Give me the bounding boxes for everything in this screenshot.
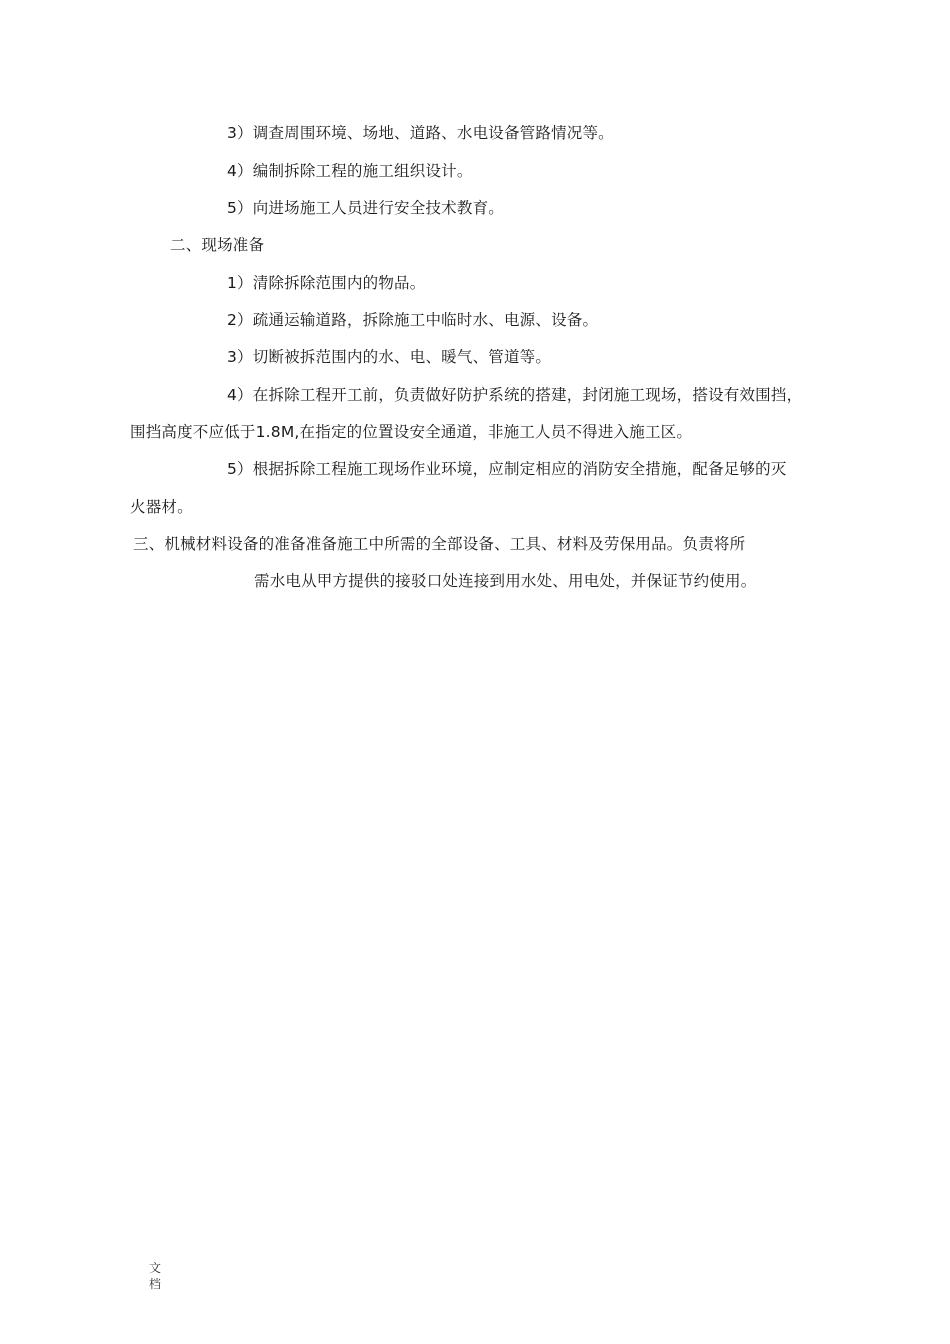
list-item-continuation: 围挡高度不应低于1.8M,在指定的位置设安全通道，非施工人员不得进入施工区。 (130, 423, 693, 441)
section-heading: 三、机械材料设备的准备准备施工中所需的全部设备、工具、材料及劳保用品。负责将所 (133, 535, 746, 553)
list-item: 5）根据拆除工程施工现场作业环境，应制定相应的消防安全措施，配备足够的灭 (227, 460, 787, 478)
list-item: 4）编制拆除工程的施工组织设计。 (227, 162, 473, 180)
section-heading: 二、现场准备 (170, 236, 265, 254)
list-item: 4）在拆除工程开工前，负责做好防护系统的搭建，封闭施工现场，搭设有效围挡， (227, 386, 803, 404)
footer-label: 文 (149, 1261, 162, 1275)
footer-label: 档 (149, 1277, 162, 1291)
list-item: 3）调查周围环境、场地、道路、水电设备管路情况等。 (227, 124, 614, 142)
list-item: 2）疏通运输道路，拆除施工中临时水、电源、设备。 (227, 311, 599, 329)
list-item: 1）清除拆除范围内的物品。 (227, 274, 426, 292)
list-item: 3）切断被拆范围内的水、电、暖气、管道等。 (227, 348, 552, 366)
list-item: 5）向进场施工人员进行安全技术教育。 (227, 199, 504, 217)
paragraph-continuation: 需水电从甲方提供的接驳口处连接到用水处、用电处，并保证节约使用。 (254, 572, 757, 590)
list-item-continuation: 火器材。 (130, 498, 193, 516)
